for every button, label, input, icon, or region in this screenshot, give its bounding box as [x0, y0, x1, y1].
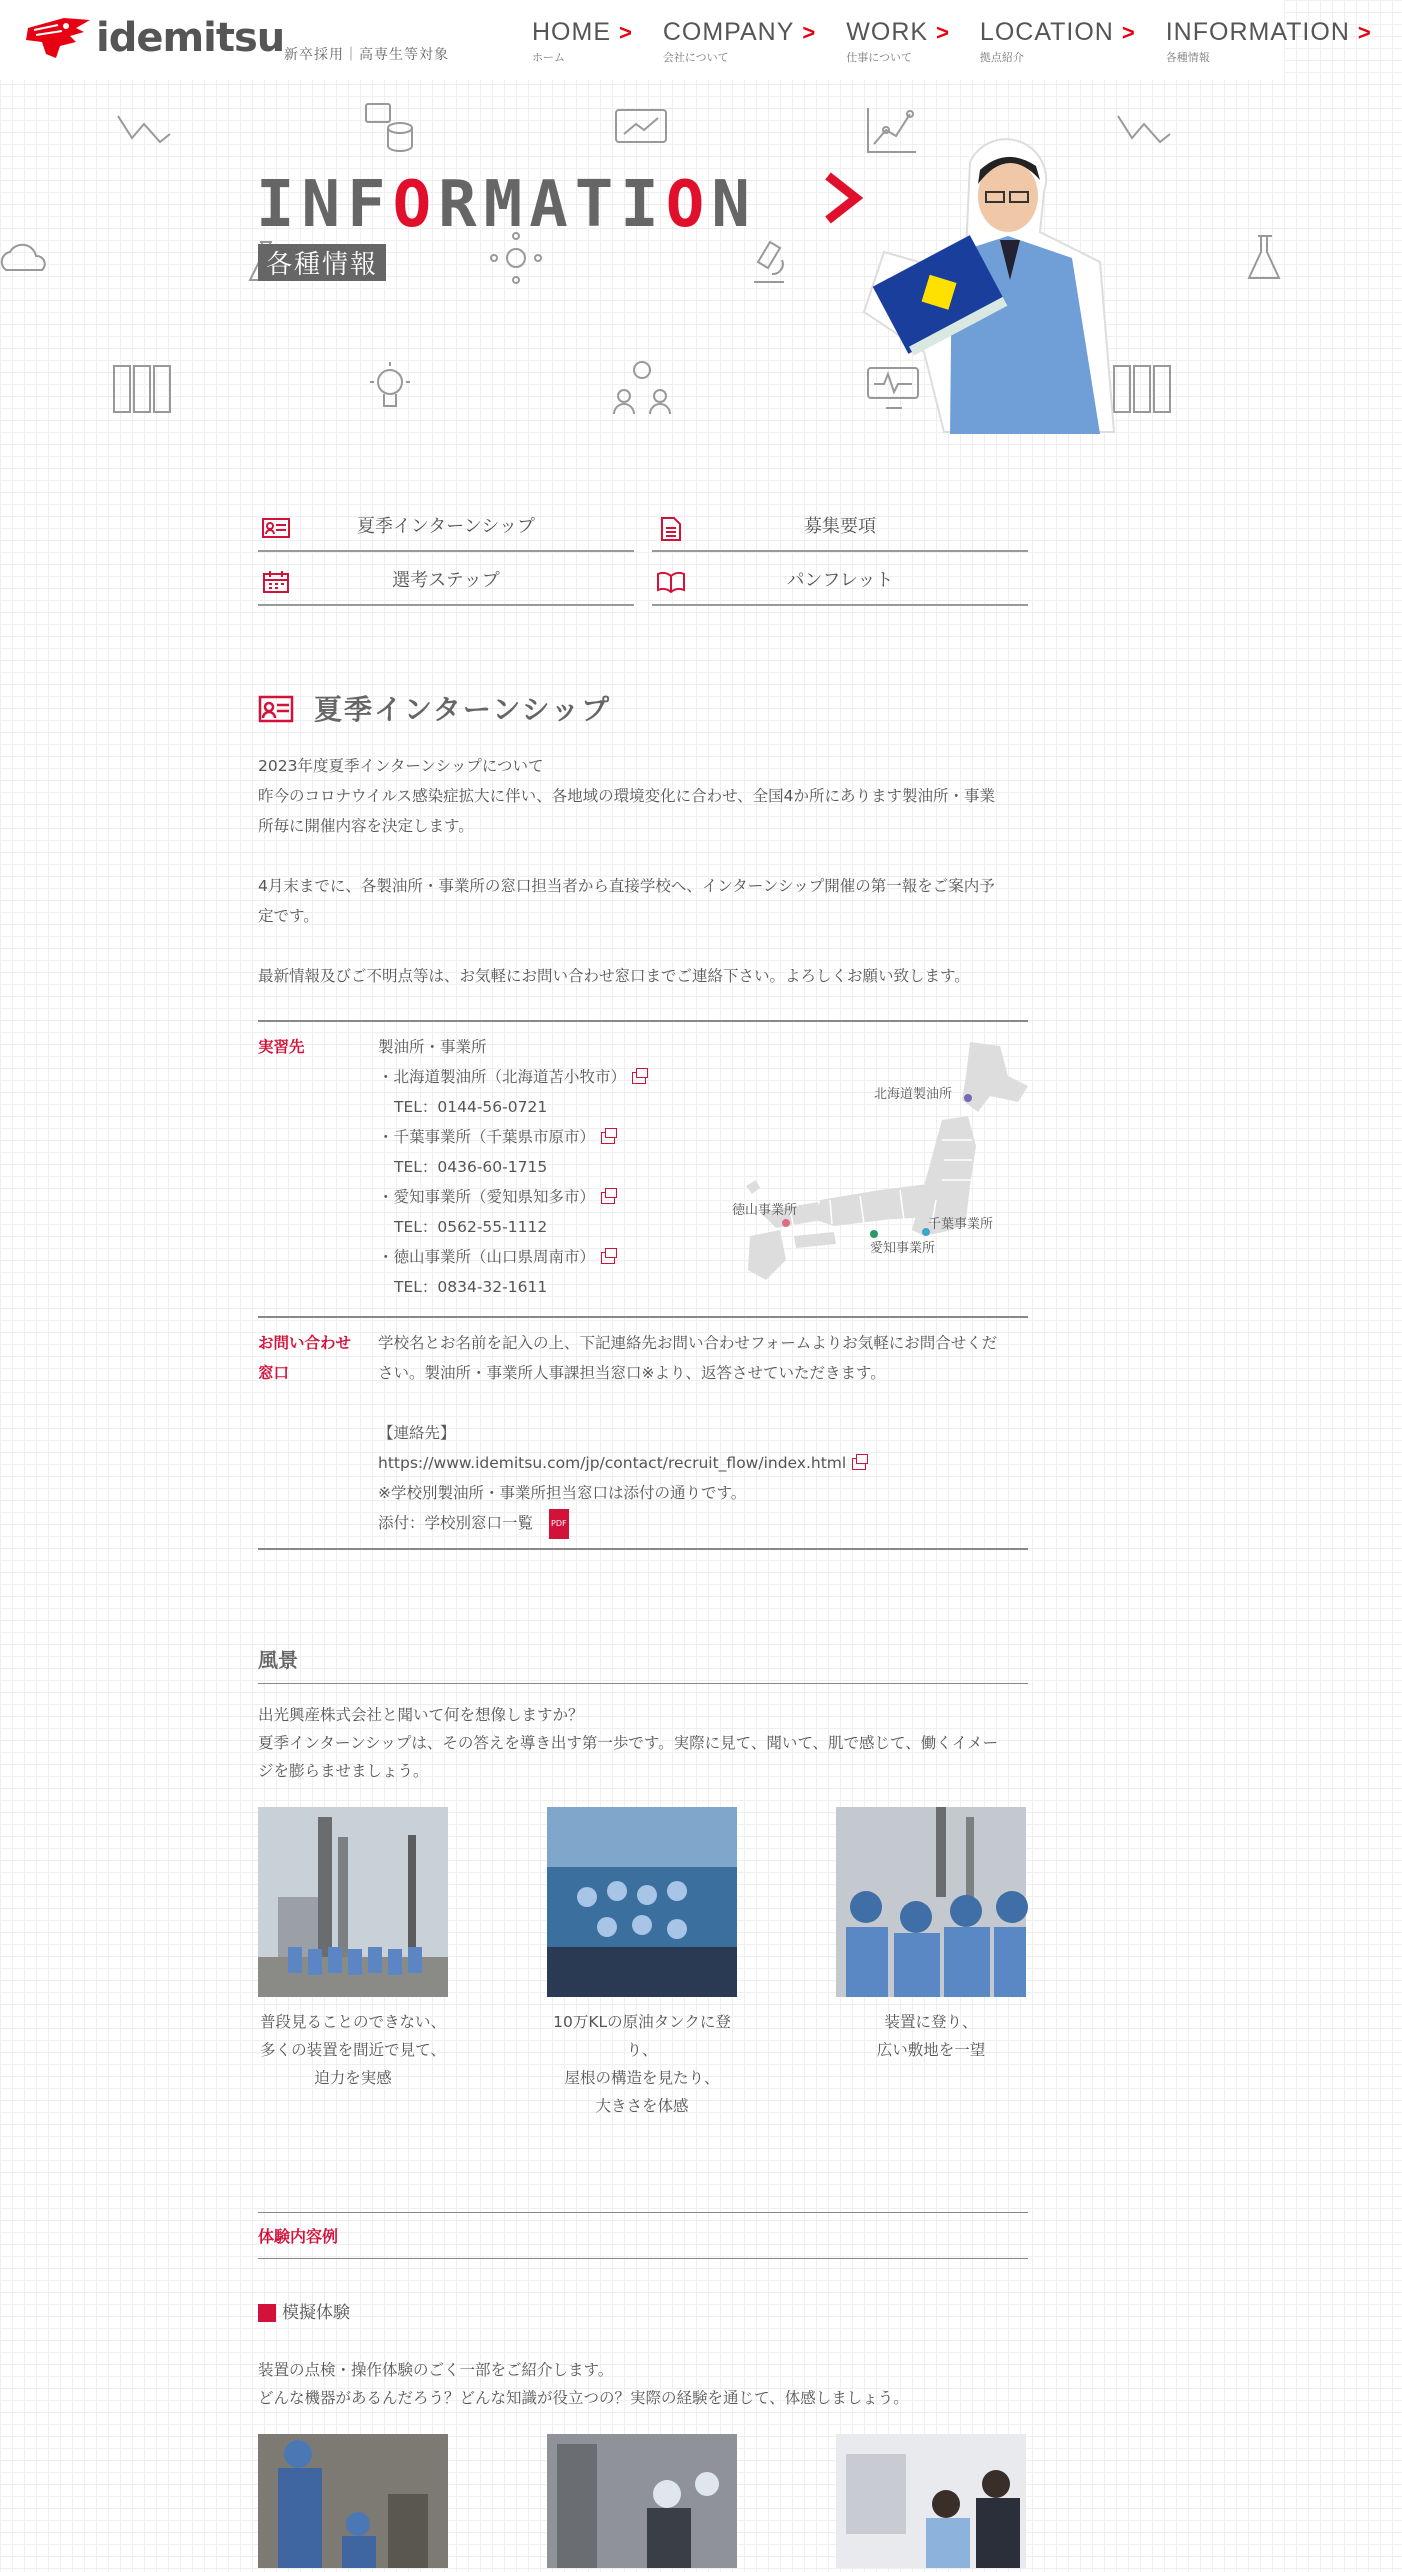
contact-url: https://www.idemitsu.com/jp/contact/recruit_flow/index.html [378, 1454, 847, 1472]
tower-view-image [836, 1807, 1026, 1997]
external-link-icon [852, 1458, 866, 1470]
photo-plant-group [258, 1807, 448, 1997]
tank-group-image [547, 1807, 737, 1997]
external-link-icon [601, 1132, 615, 1144]
apollo-logo-icon [24, 14, 90, 62]
intro-line-2: 昨今のコロナウイルス感染症拡大に伴い、各地域の環境変化に合わせ、全国4か所にあります製油所・事業 [258, 787, 995, 805]
intro-line-6: 最新情報及びご不明点等は、お気軽にお問い合わせ窓口までご連絡下さい。よろしくお願い致します。 [258, 967, 970, 985]
scenery-intro-2: 夏季インターンシップは、その答えを導き出す第一歩です。実際に見て、聞いて、肌で感じて、働くイメー [258, 1734, 999, 1752]
plant-group-image [258, 1807, 448, 1997]
inspection-image [258, 2434, 448, 2568]
caption-line: 装置に登り、 [884, 2013, 978, 2031]
section-heading [258, 688, 611, 728]
experience-line-1: 装置の点検・操作体験のごく一部をご紹介します。 [258, 2361, 614, 2379]
hero-title: INFORMATION [256, 168, 757, 242]
binders-icon [112, 364, 172, 416]
nav-location-sub: 拠点紹介 [979, 51, 1024, 64]
nav-information-sub: 各種情報 [1165, 51, 1210, 64]
experience-sub-heading [258, 2298, 350, 2323]
global-nav [532, 18, 1402, 65]
map-label-tokuyama: 徳山事業所 [732, 1203, 798, 1218]
photo-inspection [258, 2434, 448, 2568]
caption-line: 大きさを体感 [595, 2097, 689, 2115]
photo-tower-view [836, 1807, 1026, 1997]
divider [258, 2212, 1028, 2213]
lightbulb-icon [364, 360, 416, 416]
chevron-right-icon: > [1357, 19, 1372, 45]
experience-line-2: どんな機器があるんだろう？どんな知識が役立つの？実際の経験を通じて、体感しましょう。 [258, 2389, 909, 2407]
section-title: 夏季インターンシップ [314, 693, 612, 726]
chevron-right-icon: > [1121, 19, 1136, 45]
contact-note: ※学校別製油所・事業所担当窓口は添付の通りです。 [378, 1484, 747, 1502]
nav-information[interactable] [1166, 18, 1372, 65]
intro-line-1: 2023年度夏季インターンシップについて [258, 757, 544, 775]
attachment-link[interactable] [378, 1508, 569, 1539]
map-label-aichi: 愛知事業所 [870, 1241, 936, 1256]
employee-photo [860, 144, 1130, 444]
training-heading: 製油所・事業所 [378, 1038, 487, 1056]
header-tagline: 新卒採用｜高専生等対象 [284, 47, 449, 63]
line-chart-icon [116, 112, 172, 148]
site-hokkaido-tel: TEL：0144-56-0721 [394, 1098, 548, 1116]
contact-label-1: お問い合わせ [258, 1334, 352, 1352]
caption-line: 屋根の構造を見たり、 [564, 2069, 720, 2087]
external-link-icon [601, 1192, 615, 1204]
site-chiba-link[interactable] [378, 1122, 615, 1152]
divider [258, 1548, 1028, 1550]
red-square-icon [258, 2304, 276, 2322]
external-link-icon [632, 1072, 646, 1084]
scenery-intro-3: ジを膨らませましょう。 [258, 1762, 429, 1780]
site-hokkaido-name: ・北海道製油所（北海道苫小牧市） [378, 1068, 627, 1086]
scenery-title: 風景 [258, 1648, 298, 1672]
hero-subtitle: 各種情報 [258, 244, 386, 281]
divider [258, 1683, 1028, 1684]
beaker-icon [1246, 232, 1284, 284]
microscope-icon [746, 238, 790, 286]
chevron-right-icon: > [619, 19, 633, 45]
intro-line-5: 定です。 [258, 907, 319, 925]
caption-line: 多くの装置を間近で見て、 [260, 2041, 446, 2059]
contact-heading: 【連絡先】 [378, 1424, 456, 1442]
nav-location[interactable] [980, 18, 1136, 65]
brand-name: idemitsu [96, 15, 285, 61]
contact-label-2: 窓口 [258, 1364, 290, 1382]
experience-title: 体験内容例 [258, 2227, 339, 2246]
site-header [0, 0, 1372, 80]
equipment-image [547, 2434, 737, 2568]
contact-line-2: さい。製油所・事業所人事課担当窓口※より、返答させていただきます。 [378, 1364, 886, 1382]
site-tokuyama-name: ・徳山事業所（山口県周南市） [378, 1248, 596, 1266]
site-tokuyama-tel: TEL：0834-32-1611 [394, 1278, 548, 1296]
tab-summer-internship[interactable] [258, 502, 634, 552]
experience-sub: 模擬体験 [282, 2303, 350, 2323]
divider [258, 2258, 1028, 2259]
tab-selection-steps-label: 選考ステップ [392, 570, 500, 591]
caption-line: 10万KLの原油タンクに登り、 [553, 2013, 731, 2059]
map-label-hokkaido: 北海道製油所 [874, 1087, 953, 1102]
photo-caption-1 [258, 2008, 448, 2092]
site-aichi-tel: TEL：0562-55-1112 [394, 1218, 548, 1236]
divider [258, 1020, 1028, 1022]
site-aichi-name: ・愛知事業所（愛知県知多市） [378, 1188, 596, 1206]
japan-map [730, 1040, 1030, 1290]
map-label-chiba: 千葉事業所 [928, 1217, 994, 1232]
site-tokuyama-link[interactable] [378, 1242, 615, 1272]
caption-line: 普段見ることのできない、 [259, 2013, 446, 2031]
external-link-icon [601, 1252, 615, 1264]
team-icon [612, 358, 672, 416]
chevron-right-icon: > [936, 19, 950, 45]
nav-location-label: LOCATION [979, 18, 1114, 46]
nav-company-sub: 会社について [662, 51, 729, 64]
database-icon [362, 100, 418, 156]
photo-control-room [836, 2434, 1026, 2568]
site-chiba-tel: TEL：0436-60-1715 [394, 1158, 548, 1176]
id-card-icon [258, 693, 294, 723]
site-chiba-name: ・千葉事業所（千葉県市原市） [378, 1128, 596, 1146]
nav-work-label: WORK [846, 18, 929, 46]
pdf-icon: PDF [549, 1509, 569, 1539]
nav-work-sub: 仕事について [846, 51, 913, 64]
intro-line-3: 所毎に開催内容を決定します。 [258, 817, 474, 835]
nav-information-label: INFORMATION [1165, 18, 1350, 46]
photo-caption-2 [547, 2008, 737, 2120]
training-label: 実習先 [258, 1038, 305, 1056]
tab-summer-internship-label: 夏季インターンシップ [356, 516, 536, 537]
caption-line: 広い敷地を一望 [876, 2041, 986, 2059]
tab-requirements[interactable] [652, 502, 1028, 552]
scenery-intro-1: 出光興産株式会社と聞いて何を想像しますか？ [258, 1706, 584, 1724]
tab-requirements-label: 募集要項 [804, 516, 876, 537]
caption-line: 迫力を実感 [314, 2069, 392, 2087]
photo-caption-3 [836, 2008, 1026, 2064]
contact-url-link[interactable] [378, 1448, 866, 1478]
site-aichi-link[interactable] [378, 1182, 615, 1212]
tab-pamphlet[interactable] [652, 556, 1028, 606]
chevron-right-icon: > [802, 19, 817, 45]
trend-line-icon [1116, 112, 1172, 148]
monitor-chart-icon [614, 106, 670, 150]
cloud-icon [0, 238, 48, 278]
control-room-image [836, 2434, 1026, 2568]
attachment-label: 添付：学校別窓口一覧 [378, 1514, 534, 1532]
site-hokkaido-link[interactable] [378, 1062, 646, 1092]
tab-selection-steps[interactable] [258, 556, 634, 606]
nav-company-label: COMPANY [662, 18, 795, 46]
contact-line-1: 学校名とお名前を記入の上、下記連絡先お問い合わせフォームよりお気軽にお問合せくだ [378, 1334, 998, 1352]
divider [258, 1316, 1028, 1318]
tab-pamphlet-label: パンフレット [786, 570, 894, 591]
nav-home[interactable] [532, 18, 633, 65]
photo-tank-group [547, 1807, 737, 1997]
idemitsu-logo[interactable] [24, 14, 284, 62]
photo-equipment [547, 2434, 737, 2568]
intro-line-4: 4月末までに、各製油所・事業所の窓口担当者から直接学校へ、インターンシップ開催の第一報をご案内予 [258, 877, 995, 895]
nav-home-label: HOME [532, 18, 611, 46]
nav-company[interactable] [663, 18, 816, 65]
nav-home-sub: ホーム [532, 51, 565, 64]
nav-work[interactable] [846, 18, 950, 65]
